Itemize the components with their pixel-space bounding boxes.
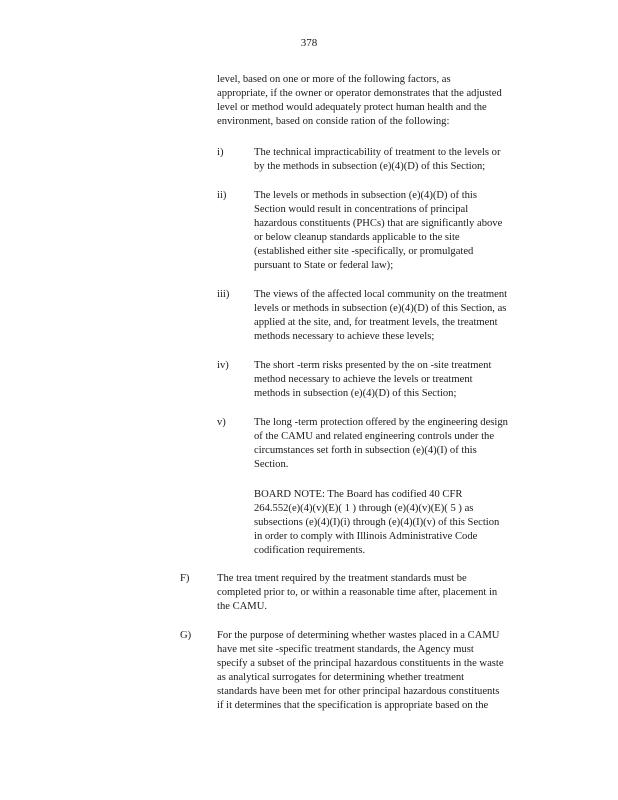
paragraph-line: the CAMU. [217,601,268,613]
list-item-body [254,189,502,274]
paragraph-line: For the purpose of determining whether wastes placed in a CAMU [217,630,500,641]
board-note-line: 264.552(e)(4)(v)(E)( 1 ) through (e)(4)(v)(E)( 5 ) as [254,503,474,515]
paragraph-line: specify a subset of the principal hazardous constituents in the waste [217,658,504,670]
list-item-line: pursuant to State or federal law); [254,260,394,272]
intro-line: level, based on one or more of the following factors, as [217,74,451,85]
list-item-body [254,359,491,401]
list-item-body [254,146,501,174]
paragraph-line: if it determines that the specification is appropriate based on the [217,700,489,712]
paragraph-marker: G) [180,630,192,641]
list-item-line: hazardous constituents (PHCs) that are significantly above [254,218,503,230]
paragraph-body [217,572,497,614]
list-item-line: applied at the site, and, for treatment levels, the treatment [254,317,498,329]
paragraph-marker: F) [180,573,190,584]
board-note-line: codification requirements. [254,545,366,557]
list-item-line: circumstances set forth in subsection (e)(4)(I) of this [254,445,477,457]
list-marker: i) [217,147,224,158]
list-item-line: levels or methods in subsection (e)(4)(D) of this Section, as [254,303,507,315]
paragraph-line: completed prior to, or within a reasonable time after, placement in [217,587,498,599]
list-item-line: method necessary to achieve the levels or treatment [254,374,473,386]
list-item-line: methods in subsection (e)(4)(D) of this Section; [254,388,457,400]
list-marker: v) [217,417,226,428]
page-number: 378 [300,37,318,49]
list-item-line: The levels or methods in subsection (e)(4)(D) of this [254,190,478,201]
intro-paragraph [217,73,502,129]
list-item-body [254,288,507,344]
list-item-line: methods necessary to achieve these levels; [254,331,435,343]
list-item-line: The technical impracticability of treatment to the levels or [254,147,501,158]
list-item-line: The long -term protection offered by the engineering design [254,417,508,428]
board-note-line: subsections (e)(4)(I)(i) through (e)(4)(I)(v) of this Section [254,517,500,529]
intro-line: level or method would adequately protect human health and the [217,102,487,114]
list-item-line: or below cleanup standards applicable to the site [254,232,460,244]
list-marker: iii) [217,289,230,300]
list-item-line: of the CAMU and related engineering controls under the [254,431,495,443]
paragraph-line: have met site -specific treatment standards, the Agency must [217,644,474,656]
paragraph-line: standards have been met for other principal hazardous constituents [217,686,500,698]
list-item-body [254,416,508,472]
paragraph-body [217,629,504,714]
list-marker: ii) [217,190,227,201]
intro-line: environment, based on conside ration of the following: [217,116,450,128]
list-item-line: Section. [254,459,289,471]
paragraph-line: as analytical surrogates for determining whether treatment [217,672,465,684]
list-item-line: The views of the affected local community on the treatment [254,289,508,300]
list-item-line: (established either site -specifically, or promulgated [254,246,474,258]
list-marker: iv) [217,360,229,371]
list-item-line: Section would result in concentrations of principal [254,204,469,216]
list-item-line: The short -term risks presented by the on -site treatment [254,360,492,371]
list-item-line: by the methods in subsection (e)(4)(D) of this Section; [254,161,486,173]
paragraph-line: The trea tment required by the treatment standards must be [217,573,467,584]
intro-line: appropriate, if the owner or operator demonstrates that the adjusted [217,88,502,100]
board-note-body [254,488,499,558]
board-note-line: in order to comply with Illinois Administrative Code [254,531,478,543]
board-note-line: BOARD NOTE: The Board has codified 40 CFR [254,489,463,500]
